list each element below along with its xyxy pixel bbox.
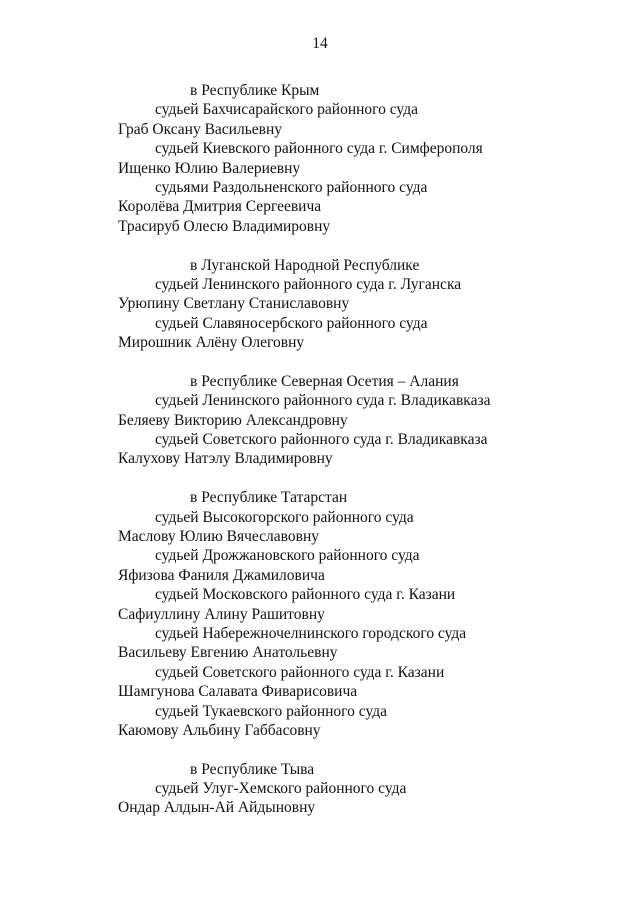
court-position: судьей Киевского районного суда г. Симферополя xyxy=(155,140,483,158)
appointee-name: Беляеву Викторию Александровну xyxy=(118,411,348,429)
region-heading: в Республике Северная Осетия – Алания xyxy=(190,372,459,390)
section-spacer xyxy=(0,740,640,759)
appointee-name: Королёва Дмитрия Сергеевича xyxy=(118,198,322,216)
appointee-name: Трасируб Олесю Владимировну xyxy=(118,217,331,235)
appointee-name: Ондар Алдын-Ай Айдыновну xyxy=(118,799,316,817)
court-position: судьей Московского районного суда г. Казани xyxy=(155,586,456,604)
court-position: судьей Дрожжановского районного суда xyxy=(155,547,420,565)
court-position: судьей Бахчисарайского районного суда xyxy=(155,101,418,119)
section-spacer xyxy=(0,236,640,255)
region-section xyxy=(0,372,640,469)
region-heading: в Республике Тыва xyxy=(190,760,315,778)
region-heading: в Луганской Народной Республике xyxy=(190,256,420,274)
court-position: судьями Раздольненского районного суда xyxy=(155,178,428,196)
region-heading: в Республике Татарстан xyxy=(190,489,348,507)
appointee-name: Граб Оксану Васильевну xyxy=(118,120,283,138)
section-spacer xyxy=(0,469,640,488)
court-position: судьей Набережночелнинского городского суда xyxy=(155,624,467,642)
appointee-name: Калухову Натэлу Владимировну xyxy=(118,450,333,468)
appointee-name: Маслову Юлию Вячеславовну xyxy=(118,527,320,545)
appointee-name: Яфизова Фаниля Джамиловича xyxy=(118,566,325,584)
page-number: 14 xyxy=(312,35,328,52)
court-position: судьей Тукаевского районного суда xyxy=(155,702,387,720)
appointee-name: Каюмову Альбину Габбасовну xyxy=(118,721,321,739)
appointment-list xyxy=(0,81,640,818)
appointee-name: Шамгунова Салавата Фиварисовича xyxy=(118,683,358,701)
court-position: судьей Высокогорского районного суда xyxy=(155,508,414,526)
appointee-name: Мирошник Алёну Олеговну xyxy=(118,334,305,352)
region-section xyxy=(0,760,640,818)
appointee-name: Урюпину Светлану Станиславовну xyxy=(118,295,350,313)
region-section xyxy=(0,256,640,353)
court-position: судьей Славяносербского районного суда xyxy=(155,314,428,332)
appointee-name: Васильеву Евгению Анатольевну xyxy=(118,644,338,662)
court-position: судьей Улуг-Хемского районного суда xyxy=(155,780,407,798)
section-spacer xyxy=(0,352,640,371)
court-position: судьей Ленинского районного суда г. Владикавказа xyxy=(155,392,491,410)
appointee-name: Ищенко Юлию Валериевну xyxy=(118,159,301,177)
court-position: судьей Советского районного суда г. Казани xyxy=(155,663,445,681)
court-position: судьей Советского районного суда г. Владикавказа xyxy=(155,431,488,449)
appointee-name: Сафиуллину Алину Рашитовну xyxy=(118,605,325,623)
region-section xyxy=(0,81,640,236)
court-position: судьей Ленинского районного суда г. Луганска xyxy=(155,275,462,293)
region-heading: в Республике Крым xyxy=(190,82,320,99)
region-section xyxy=(0,488,640,740)
